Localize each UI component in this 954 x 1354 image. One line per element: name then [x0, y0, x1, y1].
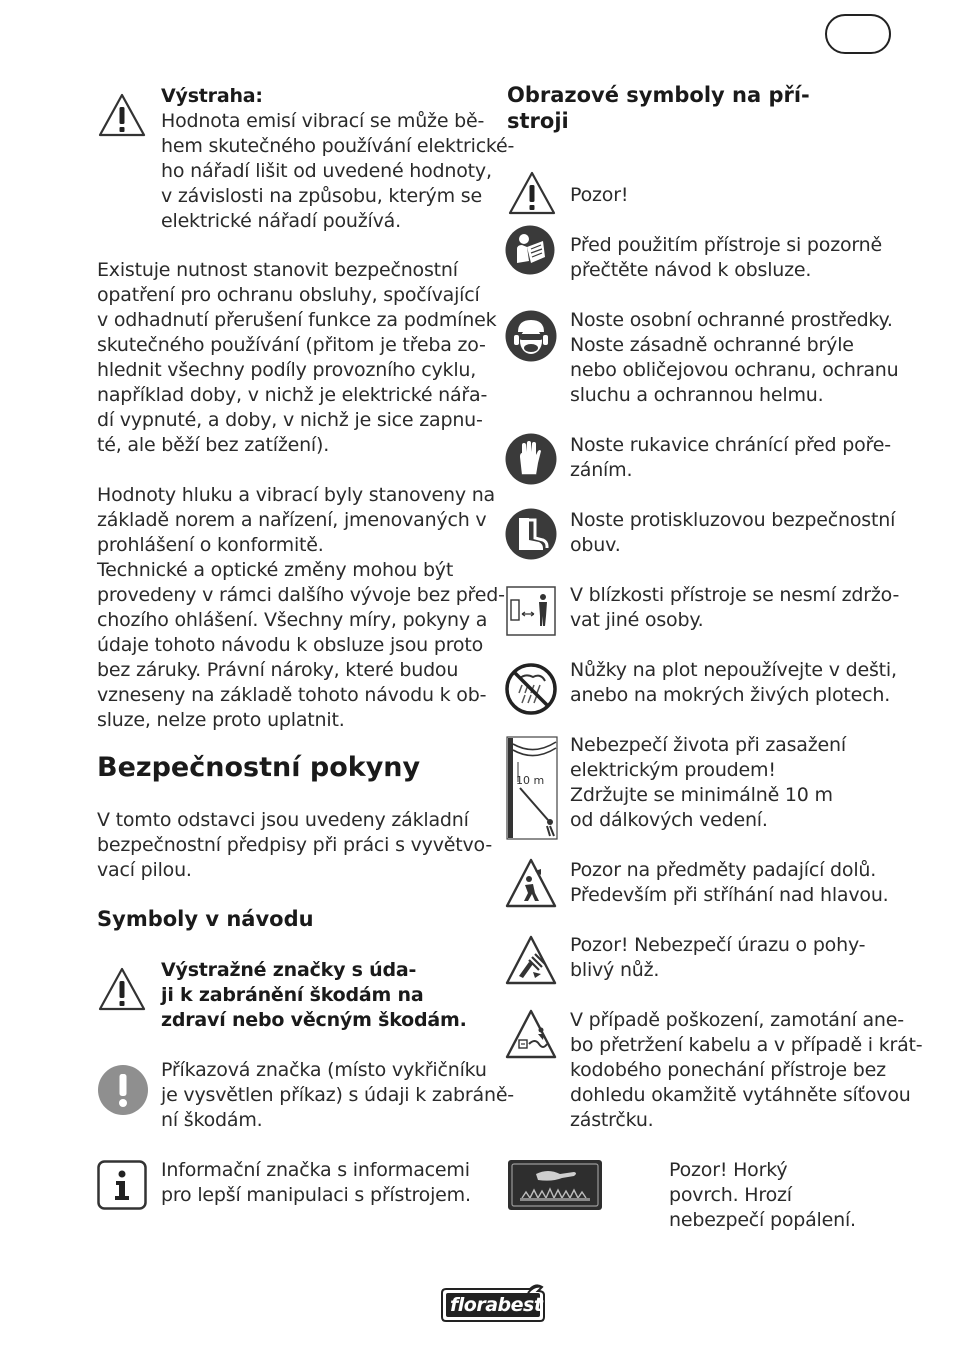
text-line: základě norem a nařízení, jmenovaných v	[97, 509, 487, 531]
text-line: Pozor na předměty padající dolů.	[570, 859, 877, 881]
text-line: Noste protiskluzovou bezpečnostní	[570, 509, 896, 531]
text-line: skutečného používání (přitom je třeba zo-	[97, 334, 486, 356]
logo-text: florabest	[450, 1294, 543, 1316]
text-line: zdraví nebo věcným škodám.	[161, 1009, 467, 1031]
vibration-warning	[161, 84, 515, 234]
text-line: Pozor!	[570, 184, 629, 206]
text-line: Informační značka s informacemi	[161, 1159, 470, 1181]
text-line: pro lepší manipulaci s přístrojem.	[161, 1184, 471, 1206]
symbol-power-line-text	[570, 733, 900, 833]
text-line: Zdržujte se minimálně 10 m	[570, 784, 833, 806]
paragraph-noise-values	[97, 483, 505, 733]
warning-triangle-icon	[97, 966, 147, 1012]
text-line: chozího ohlášení. Všechny míry, pokyny a	[97, 609, 488, 631]
power-line-icon	[506, 736, 558, 840]
protective-gear-icon	[505, 310, 557, 362]
text-line: bo přetržení kabelu a v případě i krát-	[570, 1034, 923, 1056]
text-line: dí vypnuté, a doby, v nichž je sice zapnu-	[97, 409, 483, 431]
text-line: Pozor! Horký	[669, 1159, 788, 1181]
command-sign-description	[161, 1058, 514, 1133]
text-line: Technické a optické změny mohou být	[97, 559, 454, 581]
symbol-caution-text	[570, 183, 900, 208]
language-badge	[825, 14, 891, 54]
text-line: hlednit všechny podíly provozního cyklu,	[97, 359, 477, 381]
text-line: Hodnota emisí vibrací se může bě-	[161, 110, 485, 132]
text-line: Především při stříhání nad hlavou.	[570, 884, 889, 906]
text-line: ní škodám.	[161, 1109, 263, 1131]
text-line: údaje tohoto návodu k obsluze jsou proto	[97, 634, 483, 656]
distance-label: 10 m	[516, 774, 545, 787]
text-line: Pozor! Nebezpečí úrazu o pohy-	[570, 934, 866, 956]
text-line: Hodnoty hluku a vibrací byly stanoveny na	[97, 484, 495, 506]
text-line: anebo na mokrých živých plotech.	[570, 684, 891, 706]
blade-hazard-icon	[505, 934, 557, 986]
text-line: sluze, nelze proto uplatnit.	[97, 709, 345, 731]
section-title: Bezpečnostní pokyny	[97, 752, 421, 783]
symbol-hot-surface-text	[669, 1158, 899, 1233]
gloves-icon	[505, 433, 557, 485]
text-line: kodobého ponechání přístroje bez	[570, 1059, 886, 1081]
text-line: V případě poškození, zamotání ane-	[570, 1009, 904, 1031]
info-sign-description	[161, 1158, 486, 1208]
symbol-keep-distance-text	[570, 583, 900, 633]
command-sign-icon	[97, 1064, 149, 1116]
text-line: Nůžky na plot nepoužívejte v dešti,	[570, 659, 897, 681]
warning-triangle-icon	[97, 92, 147, 138]
text-line: zástrčku.	[570, 1109, 654, 1131]
text-line: záním.	[570, 459, 633, 481]
symbol-unplug-text	[570, 1008, 923, 1133]
info-sign-icon	[97, 1160, 147, 1210]
symbol-boots-text	[570, 508, 900, 558]
text-line: je vysvětlen příkaz) s údaji k zabráně-	[161, 1084, 514, 1106]
text-line: Příkazová značka (místo vykřičníku	[161, 1059, 487, 1081]
no-rain-icon	[505, 663, 557, 715]
paragraph-safety-measures	[97, 258, 497, 458]
read-manual-icon	[505, 225, 555, 275]
keep-distance-icon	[506, 586, 556, 636]
text-line: v závislosti na způsobu, kterým se	[161, 185, 482, 207]
hot-surface-icon	[508, 1160, 602, 1210]
text-line: hem skutečného používání elektrické-	[161, 135, 515, 157]
text-line: nebezpečí popálení.	[669, 1209, 856, 1231]
text-line: Nebezpečí života při zasažení	[570, 734, 846, 756]
text-line: té, ale běží bez zatížení).	[97, 434, 330, 456]
text-line: blivý nůž.	[570, 959, 660, 981]
text-line: přečtěte návod k obsluze.	[570, 259, 812, 281]
subheading-symbols: Symboly v návodu	[97, 907, 314, 931]
text-line: elektrické nářadí používá.	[161, 210, 401, 232]
text-line: obuv.	[570, 534, 621, 556]
text-line: například doby, v nichž je elektrické nářa-	[97, 384, 488, 406]
text-line: Noste osobní ochranné prostředky.	[570, 309, 893, 331]
paragraph-safety-intro	[97, 808, 492, 883]
text-line: vat jiné osoby.	[570, 609, 704, 631]
warning-triangle-icon	[507, 170, 557, 216]
symbol-no-rain-text	[570, 658, 900, 708]
text-line: ho nářadí lišit od uvedené hodnoty,	[161, 160, 492, 182]
text-line: prohlášení o konformitě.	[97, 534, 324, 556]
text-line: elektrickým proudem!	[570, 759, 776, 781]
text-line: Noste rukavice chránící před poře-	[570, 434, 891, 456]
warning-title: Výstraha:	[161, 85, 263, 107]
text-line: povrch. Hrozí	[669, 1184, 792, 1206]
falling-objects-icon	[505, 857, 557, 909]
text-line: opatření pro ochranu obsluhy, spočívající	[97, 284, 480, 306]
text-line: bez záruky. Právní nároky, které budou	[97, 659, 459, 681]
symbol-read-manual-text	[570, 233, 900, 283]
text-line: provedeny v rámci dalšího vývoje bez před-	[97, 584, 505, 606]
text-line: Obrazové symboly na pří-	[507, 83, 810, 107]
text-line: od dálkových vedení.	[570, 809, 768, 831]
text-line: nebo obličejovou ochranu, ochranu	[570, 359, 899, 381]
symbol-falling-objects-text	[570, 858, 900, 908]
text-line: vací pilou.	[97, 859, 192, 881]
text-line: V blízkosti přístroje se nesmí zdržo-	[570, 584, 900, 606]
symbol-gloves-text	[570, 433, 900, 483]
text-line: V tomto odstavci jsou uvedeny základní	[97, 809, 469, 831]
text-line: Výstražné značky s úda-	[161, 959, 417, 981]
boots-icon	[505, 508, 557, 560]
symbol-blade-hazard-text	[570, 933, 900, 983]
device-symbols-heading	[507, 82, 810, 134]
warning-sign-description	[161, 958, 486, 1033]
text-line: vzneseny na základě tohoto návodu k ob-	[97, 684, 487, 706]
text-line: sluchu a ochrannou helmu.	[570, 384, 824, 406]
florabest-logo	[438, 1283, 548, 1325]
text-line: v odhadnutí přerušení funkce za podmínek	[97, 309, 497, 331]
text-line: Před použitím přístroje si pozorně	[570, 234, 882, 256]
text-line: stroji	[507, 109, 569, 133]
symbol-protective-gear-text	[570, 308, 900, 408]
text-line: bezpečnostní předpisy při práci s vyvětvo-	[97, 834, 492, 856]
text-line: Existuje nutnost stanovit bezpečnostní	[97, 259, 458, 281]
text-line: dohledu okamžitě vytáhněte síťovou	[570, 1084, 911, 1106]
text-line: Noste zásadně ochranné brýle	[570, 334, 854, 356]
text-line: ji k zabránění škodám na	[161, 984, 424, 1006]
unplug-icon	[505, 1008, 557, 1060]
